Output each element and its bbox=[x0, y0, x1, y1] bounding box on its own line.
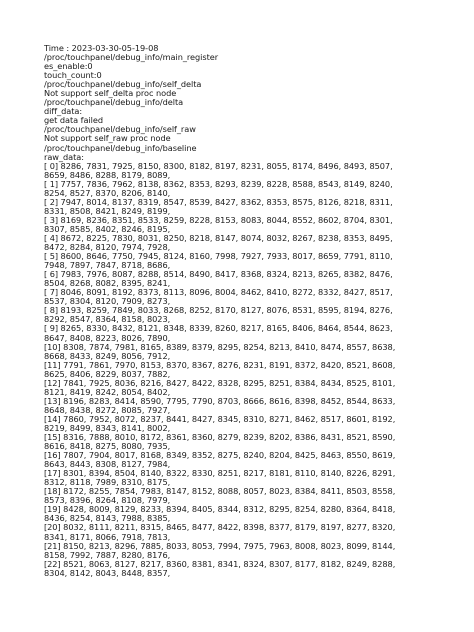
raw-data-row-continuation: 8341, 8171, 8066, 7918, 7813, bbox=[44, 531, 171, 542]
raw-data-row-values: [15] 8316, 7888, 8010, 8172, 8361, 8360, 8279, 8239, 8202, 8386, 8431, 8521, 8590, bbox=[44, 432, 396, 443]
raw-data-row bbox=[44, 270, 464, 288]
raw-data-row bbox=[44, 451, 464, 469]
log-header bbox=[44, 44, 464, 162]
raw-data-row-continuation: 8472, 8284, 8120, 7974, 7928, bbox=[44, 242, 171, 253]
raw-data-row-continuation: 8158, 7992, 7887, 8280, 8176, bbox=[44, 549, 171, 560]
raw-data-row bbox=[44, 162, 464, 180]
raw-data-row-values: [21] 8150, 8213, 8296, 7885, 8033, 8053, 7994, 7975, 7963, 8008, 8023, 8099, 8144, bbox=[44, 540, 396, 551]
raw-data-row bbox=[44, 216, 464, 234]
raw-data-row-values: [ 5] 8600, 8646, 7750, 7945, 8124, 8160, 7998, 7927, 7933, 8017, 8659, 7791, 8110, bbox=[44, 251, 393, 262]
log-line: /proc/touchpanel/debug_info/baseline bbox=[44, 142, 197, 153]
raw-data-row bbox=[44, 560, 464, 578]
raw-data-row-values: [ 0] 8286, 7831, 7925, 8150, 8300, 8182, 8197, 8231, 8055, 8174, 8496, 8493, 8507, bbox=[44, 160, 393, 171]
raw-data-row-continuation: 8573, 8396, 8264, 8108, 7979, bbox=[44, 495, 171, 506]
raw-data-row-continuation: 8304, 8142, 8043, 8448, 8357, bbox=[44, 567, 171, 578]
raw-data-row-continuation: 8625, 8406, 8229, 8037, 7882, bbox=[44, 368, 171, 379]
raw-data-row bbox=[44, 324, 464, 342]
raw-data-row-values: [ 7] 8046, 8091, 8192, 8373, 8113, 8096, 8004, 8462, 8410, 8272, 8332, 8427, 8517, bbox=[44, 287, 393, 298]
raw-data-row-values: [18] 8172, 8255, 7854, 7983, 8147, 8152, 8088, 8057, 8023, 8384, 8411, 8503, 8558, bbox=[44, 486, 396, 497]
raw-data-row bbox=[44, 252, 464, 270]
raw-data-row bbox=[44, 361, 464, 379]
raw-data-row-continuation: 8292, 8547, 8364, 8158, 8023, bbox=[44, 314, 171, 325]
raw-data-row-continuation: 8307, 8585, 8402, 8246, 8195, bbox=[44, 223, 171, 234]
log-line: /proc/touchpanel/debug_info/self_raw bbox=[44, 124, 196, 135]
raw-data-row-values: [22] 8521, 8063, 8127, 8217, 8360, 8381, 8341, 8324, 8307, 8177, 8182, 8249, 8288, bbox=[44, 558, 396, 569]
log-line: Not support self_raw proc node bbox=[44, 133, 171, 144]
raw-data-row-values: [16] 7807, 7904, 8017, 8168, 8349, 8352, 8275, 8240, 8204, 8425, 8463, 8550, 8619, bbox=[44, 450, 396, 461]
raw-data-row-continuation: 8643, 8443, 8308, 8127, 7984, bbox=[44, 459, 171, 470]
raw-data-row-continuation: 8312, 8118, 7989, 8310, 8175, bbox=[44, 477, 171, 488]
raw-data-row-continuation: 8331, 8508, 8421, 8249, 8199, bbox=[44, 205, 171, 216]
log-line: touch_count:0 bbox=[44, 70, 102, 81]
raw-data-row bbox=[44, 288, 464, 306]
log-line: es_enable:0 bbox=[44, 61, 93, 72]
raw-data-row-values: [ 1] 7757, 7836, 7962, 8138, 8362, 8353, 8293, 8239, 8228, 8588, 8543, 8149, 8240, bbox=[44, 178, 393, 189]
raw-data-row-values: [ 8] 8193, 8259, 7849, 8033, 8268, 8252, 8170, 8127, 8076, 8531, 8595, 8194, 8276, bbox=[44, 305, 393, 316]
log-line: Time : 2023-03-30-05-19-08 bbox=[44, 43, 159, 53]
raw-data-table bbox=[44, 162, 464, 578]
raw-data-row bbox=[44, 505, 464, 523]
raw-data-row-continuation: 8537, 8304, 8120, 7909, 8273, bbox=[44, 296, 171, 307]
raw-data-row bbox=[44, 234, 464, 252]
raw-data-row-values: [14] 7860, 7952, 8072, 8237, 8441, 8427, 8345, 8310, 8271, 8462, 8517, 8601, 8192, bbox=[44, 413, 396, 424]
raw-data-row-continuation: 8219, 8499, 8343, 8141, 8002, bbox=[44, 422, 171, 433]
raw-data-row-values: [17] 8301, 8394, 8504, 8140, 8322, 8330, 8251, 8217, 8181, 8110, 8140, 8226, 8291, bbox=[44, 468, 396, 479]
raw-data-row-values: [ 2] 7947, 8014, 8137, 8319, 8547, 8539, 8427, 8362, 8353, 8575, 8126, 8218, 8311, bbox=[44, 196, 393, 207]
log-document bbox=[44, 44, 464, 578]
raw-data-row-values: [20] 8032, 8111, 8211, 8315, 8465, 8477, 8422, 8398, 8377, 8179, 8197, 8277, 8320, bbox=[44, 522, 396, 533]
raw-data-row-values: [ 6] 7983, 7976, 8087, 8288, 8514, 8490, 8417, 8368, 8324, 8213, 8265, 8382, 8476, bbox=[44, 269, 393, 280]
raw-data-row-values: [ 9] 8265, 8330, 8432, 8121, 8348, 8339, 8260, 8217, 8165, 8406, 8464, 8544, 8623, bbox=[44, 323, 393, 334]
raw-data-row-values: [ 4] 8672, 8225, 7830, 8031, 8250, 8218, 8147, 8074, 8032, 8267, 8238, 8353, 8495, bbox=[44, 232, 393, 243]
log-line: raw_data: bbox=[44, 151, 84, 162]
raw-data-row bbox=[44, 306, 464, 324]
raw-data-row-continuation: 8648, 8438, 8272, 8085, 7927, bbox=[44, 404, 171, 415]
raw-data-row bbox=[44, 433, 464, 451]
raw-data-row bbox=[44, 487, 464, 505]
raw-data-row-values: [12] 7841, 7925, 8036, 8216, 8427, 8422, 8328, 8295, 8251, 8384, 8434, 8525, 8101, bbox=[44, 377, 396, 388]
raw-data-row-values: [13] 8196, 8283, 8414, 8590, 7795, 7790, 8703, 8666, 8616, 8398, 8452, 8544, 8633, bbox=[44, 395, 396, 406]
raw-data-row-continuation: 8659, 8486, 8288, 8179, 8089, bbox=[44, 169, 171, 180]
log-line: get data failed bbox=[44, 115, 104, 126]
raw-data-row bbox=[44, 523, 464, 541]
raw-data-row-values: [ 3] 8169, 8236, 8351, 8533, 8259, 8228, 8153, 8083, 8044, 8552, 8602, 8704, 8301, bbox=[44, 214, 393, 225]
raw-data-row-continuation: 8121, 8419, 8242, 8054, 8402, bbox=[44, 386, 171, 397]
raw-data-row bbox=[44, 469, 464, 487]
raw-data-row bbox=[44, 542, 464, 560]
raw-data-row-values: [10] 8308, 7874, 7981, 8165, 8389, 8379, 8295, 8254, 8213, 8410, 8474, 8557, 8638, bbox=[44, 341, 396, 352]
raw-data-row-continuation: 8616, 8418, 8275, 8080, 7935, bbox=[44, 441, 171, 452]
raw-data-row-continuation: 8254, 8527, 8370, 8206, 8140, bbox=[44, 187, 171, 198]
raw-data-row-continuation: 8436, 8254, 8143, 7988, 8385, bbox=[44, 513, 171, 524]
log-line: Not support self_delta proc node bbox=[44, 88, 177, 99]
raw-data-row-values: [19] 8428, 8009, 8129, 8233, 8394, 8405, 8344, 8312, 8295, 8254, 8280, 8364, 8418, bbox=[44, 504, 396, 515]
log-line: diff_data: bbox=[44, 106, 83, 117]
raw-data-row bbox=[44, 397, 464, 415]
raw-data-row bbox=[44, 379, 464, 397]
log-line: /proc/touchpanel/debug_info/self_delta bbox=[44, 79, 202, 90]
log-line: /proc/touchpanel/debug_info/main_register bbox=[44, 52, 219, 63]
raw-data-row bbox=[44, 198, 464, 216]
raw-data-row bbox=[44, 180, 464, 198]
raw-data-row bbox=[44, 343, 464, 361]
raw-data-row-continuation: 7948, 7897, 7847, 8718, 8686, bbox=[44, 260, 171, 271]
log-line: /proc/touchpanel/debug_info/delta bbox=[44, 97, 184, 108]
raw-data-row bbox=[44, 415, 464, 433]
raw-data-row-continuation: 8668, 8433, 8249, 8056, 7912, bbox=[44, 350, 171, 361]
raw-data-row-continuation: 8647, 8408, 8223, 8026, 7890, bbox=[44, 332, 171, 343]
raw-data-row-values: [11] 7791, 7861, 7970, 8153, 8370, 8367, 8276, 8231, 8191, 8372, 8420, 8521, 8608, bbox=[44, 359, 396, 370]
raw-data-row-continuation: 8504, 8268, 8082, 8395, 8241, bbox=[44, 278, 171, 289]
